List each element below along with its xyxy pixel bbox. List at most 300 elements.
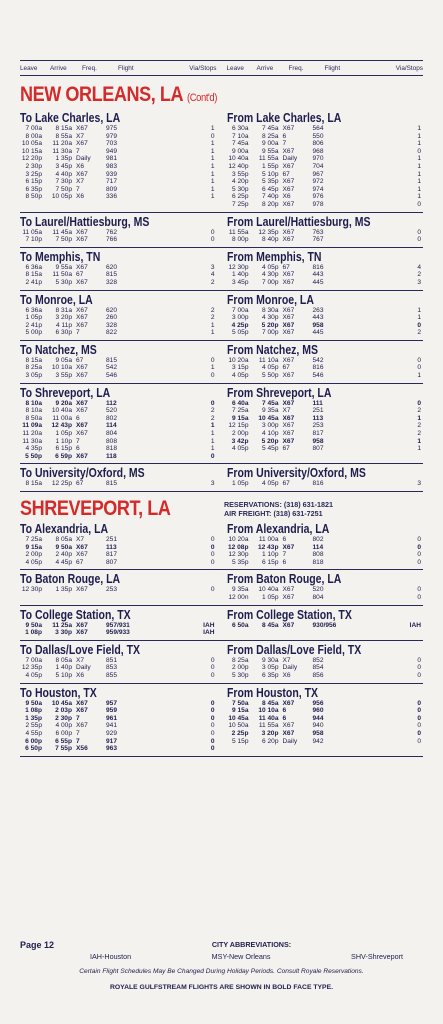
from-destination: From Alexandria, LA [226,522,329,536]
route-section [20,341,423,384]
via-stops: 1 [417,193,421,201]
arrive-time: 10 40a [258,586,279,594]
frequency: X67 [76,422,88,430]
flight-number: 817 [106,551,118,559]
via-stops: 0 [417,729,421,737]
via-stops: 0 [417,543,421,551]
to-column [20,643,217,680]
via-stops: 0 [417,664,421,672]
flight-number: 968 [312,147,324,155]
arrive-time: 7 45a [261,125,279,132]
abbreviations-title: CITY ABBREVIATIONS: [211,940,292,949]
to-column [20,522,217,566]
arrive-time: 12 35p [258,228,279,236]
leave-time: 7 25p [231,200,249,208]
continued-label: (Cont'd) [187,92,217,104]
from-destination: From University/Oxford, MS [226,466,366,481]
flight-number: 113 [312,414,324,422]
via-stops: 1 [210,162,215,170]
leave-time: 5 05p [231,329,249,337]
arrive-time: 6 59p [55,452,72,460]
header-via: Via/Stops [189,65,217,72]
frequency: X67 [76,170,88,178]
arrive-time: 11 40a [258,714,279,722]
leave-time: 10 15a [21,147,42,155]
flight-number: 958 [312,437,324,445]
flight-number: 564 [312,125,324,132]
air-freight-phone: AIR FREIGHT: (318) 631-7251 [223,509,323,518]
flight-number: 806 [312,140,324,148]
flight-number: 113 [106,543,117,551]
via-stops: 2 [417,271,421,279]
flight-number: 809 [106,185,118,193]
frequency: X67 [76,452,88,460]
via-stops: 1 [417,140,421,148]
frequency: X6 [282,193,291,201]
frequency: 6 [282,558,287,566]
leave-time: 12 30p [228,263,249,271]
new-orleans-schedules [20,109,423,492]
frequency: X67 [76,125,88,132]
flight-row [20,314,217,322]
frequency: 7 [282,551,287,559]
flight-number: 808 [106,437,118,445]
flight-number: 981 [106,155,118,163]
frequency: X67 [76,551,88,559]
flight-row [227,430,424,438]
arrive-time: 5 20p [261,437,279,445]
via-stops: 0 [417,722,421,730]
flight-row [20,700,217,708]
arrive-time: 1 55p [261,162,279,170]
via-stops: 0 [417,737,421,745]
city-abbreviations [80,940,423,961]
leave-time: 7 50a [231,699,249,707]
leave-time: 2 30p [25,162,42,170]
from-destination: From Houston, TX [226,685,318,700]
flight-number: 983 [106,162,118,170]
shreveport-schedules [20,520,423,757]
arrive-time: 8 30a [261,306,279,314]
flight-number: 949 [106,147,118,155]
arrive-time: 11 25a [52,621,72,629]
from-column [227,522,424,566]
arrive-time: 4 10p [261,430,279,438]
flight-number: 807 [312,445,324,453]
leave-time: 3 25p [25,170,42,178]
via-stops: 2 [417,422,421,430]
via-stops: 0 [210,586,215,594]
flight-number: 816 [312,263,324,271]
arrive-time: 10 10a [51,364,72,372]
flight-row [227,193,424,201]
frequency: 67 [76,271,84,279]
arrive-time: 7 55p [55,745,72,753]
arrive-time: 11 50a [52,271,72,279]
flight-number: 260 [106,314,118,322]
flight-row [20,407,217,415]
via-stops: 1 [417,155,421,163]
arrive-time: 11 55a [258,155,279,163]
via-stops: 0 [417,558,421,566]
frequency: X67 [282,306,295,314]
arrive-time: 11 20a [52,140,72,148]
via-stops: 2 [210,306,215,314]
flight-number: 939 [106,170,118,178]
leave-time: 8 10a [25,399,42,407]
arrive-time: 4 00p [55,722,72,730]
via-stops: 4 [210,271,215,279]
leave-time: 2 00p [231,430,249,438]
frequency: 7 [76,437,80,445]
leave-time: 4 35p [25,445,42,453]
frequency: 7 [282,140,287,148]
flight-row [227,264,424,272]
flight-row [20,186,217,194]
flight-row [227,657,424,665]
flight-row [227,445,424,453]
flight-row [20,178,217,186]
via-stops: 1 [417,437,421,445]
flight-row [227,201,424,209]
leave-time: 12 35p [21,664,42,672]
frequency: X67 [76,263,88,271]
flight-number: 542 [312,356,324,364]
arrive-time: 6 00p [55,729,72,737]
via-stops: 1 [210,329,215,337]
frequency: X7 [76,178,85,186]
leave-time: 3 42p [231,437,249,445]
flight-row [20,236,217,244]
flight-row [227,178,424,186]
from-column [227,643,424,680]
flight-number: 856 [312,671,324,679]
flight-number: 445 [312,329,324,337]
via-stops: IAH [203,621,215,629]
via-stops: 0 [417,551,421,559]
frequency: 67 [282,364,290,372]
flight-number: 852 [312,656,324,664]
frequency: Daily [76,155,91,163]
flight-row [20,329,217,337]
flight-number: 967 [312,170,324,178]
via-stops: 1 [417,306,421,314]
flight-number: 263 [312,306,324,314]
flight-number: 520 [312,586,324,594]
arrive-time: 3 55p [55,372,72,380]
leave-time: 6 35p [25,185,42,193]
leave-time: 3 00p [231,314,249,322]
flight-row [227,480,424,488]
flight-row [227,672,424,680]
arrive-time: 9 20a [55,399,72,407]
flight-row [227,594,424,602]
frequency: X67 [282,414,295,422]
flight-row [227,229,424,237]
via-stops: 0 [417,147,421,155]
to-destination: To Laurel/Hattiesburg, MS [20,214,150,229]
frequency: X67 [76,430,88,438]
leave-time: 9 35a [231,586,249,594]
frequency: Daily [76,664,91,672]
via-stops: 1 [417,185,421,193]
via-stops: 1 [210,193,215,201]
arrive-time: 11 00a [52,414,72,422]
frequency: 6 [282,707,287,715]
route-section [20,570,423,605]
arrive-time: 1 35p [55,155,72,163]
arrive-time: 10 40a [51,407,72,415]
arrive-time: 12 43p [51,422,72,430]
leave-time: 4 05p [25,671,42,679]
leave-time: 8 25a [231,656,249,664]
leave-time: 5 00p [25,329,42,337]
via-stops: 0 [417,707,421,715]
frequency: 67 [76,480,84,488]
frequency: 7 [76,329,80,337]
leave-time: 9 15a [231,414,249,422]
flight-row [227,730,424,738]
flight-number: 546 [106,372,118,380]
via-stops: 1 [417,314,421,322]
frequency: X67 [282,543,295,551]
flight-row [20,745,217,753]
frequency: X7 [282,407,291,415]
leave-time: 12 20p [21,155,42,163]
flight-row [20,715,217,723]
frequency: X67 [76,707,88,715]
frequency: 6 [76,445,80,453]
arrive-time: 1 40p [55,664,72,672]
leave-time: 9 50a [25,621,42,629]
to-destination: To Natchez, MS [20,342,97,357]
frequency: X67 [282,586,295,594]
arrive-time: 7 50p [55,185,72,193]
leave-time: 2 55p [25,722,42,730]
arrive-time: 10 05p [51,193,72,201]
leave-time: 8 00a [25,132,42,140]
leave-time: 4 05p [231,372,249,380]
flight-row [227,407,424,415]
frequency: 7 [76,147,80,155]
via-stops: 0 [417,699,421,707]
city-name: NEW ORLEANS, LA [20,83,183,106]
leave-time: 6 36a [25,306,42,314]
leave-time: 9 15a [25,543,42,551]
flight-row [227,438,424,446]
flight-row [227,707,424,715]
arrive-time: 8 15a [55,125,72,132]
flight-number: 766 [106,236,118,244]
via-stops: 0 [210,699,215,707]
leave-time: 1 35p [25,714,42,722]
arrive-time: 1 05p [55,430,72,438]
header-arrive: Arrive [50,65,67,72]
via-stops: 1 [210,422,215,430]
frequency: X67 [282,430,295,438]
flight-number: 972 [312,178,324,186]
flight-number: 802 [106,414,118,422]
leave-time: 2 41p [25,278,42,286]
via-stops: 0 [417,200,421,208]
frequency: X67 [282,278,295,286]
arrive-time: 7 50p [55,236,72,244]
to-column [20,343,217,380]
flight-number: 853 [106,664,118,672]
via-stops: 0 [210,745,215,753]
leave-time: 6 00p [25,737,42,745]
leave-time: 11 20a [22,430,42,438]
flight-number: 620 [106,263,118,271]
route-section [20,291,423,341]
frequency: X67 [282,356,295,364]
frequency: X7 [76,132,85,140]
flight-row [20,622,217,630]
frequency: X7 [76,656,85,664]
flight-row [227,700,424,708]
shreveport-header [20,498,423,520]
frequency: X67 [282,125,295,132]
flight-number: 959 [106,707,118,715]
arrive-time: 10 45a [51,699,72,707]
via-stops: 1 [417,125,421,132]
leave-time: 4 25p [231,321,249,329]
arrive-time: 9 50a [55,543,72,551]
arrive-time: 8 40p [261,236,279,244]
via-stops: 3 [417,480,421,488]
flight-row [20,415,217,423]
flight-number: 717 [106,178,118,186]
arrive-time: 4 05p [261,480,279,488]
flight-row [227,738,424,746]
flight-row [20,133,217,141]
frequency: X67 [282,329,295,337]
flight-row [20,438,217,446]
flight-row [20,422,217,430]
leave-time: 7 00a [25,125,42,132]
via-stops: 1 [210,155,215,163]
leave-time: 12 15p [228,422,249,430]
via-stops: 0 [210,452,215,460]
arrive-time: 9 05a [55,356,72,364]
frequency: Daily [282,155,298,163]
leave-time: 7 10p [25,236,42,244]
to-destination: To Dallas/Love Field, TX [20,642,141,657]
leave-time: 9 15a [231,707,249,715]
leave-time: 2 00p [231,664,249,672]
arrive-time: 8 05a [55,656,72,664]
flight-row [227,400,424,408]
leave-time: 7 45a [231,140,249,148]
flight-number: 328 [106,321,118,329]
arrive-time: 7 30p [55,178,72,186]
via-stops: 3 [210,480,215,488]
flight-number: 941 [106,722,118,730]
via-stops: IAH [409,621,421,629]
header-leave: Leave [20,65,38,72]
flight-number: 930/956 [312,621,337,629]
to-column [20,686,217,753]
via-stops: 1 [210,430,215,438]
flight-number: 975 [106,125,118,132]
frequency: X67 [76,321,88,329]
frequency: X67 [76,228,88,236]
arrive-time: 3 20p [55,314,72,322]
flight-number: 961 [106,714,118,722]
flight-number: 443 [312,314,324,322]
flight-row [227,722,424,730]
leave-time: 6 50p [25,745,42,753]
leave-time: 3 15p [231,364,249,372]
flight-number: 328 [106,278,118,286]
flight-row [227,586,424,594]
arrive-time: 5 35p [261,178,279,186]
flight-row [20,544,217,552]
leave-time: 10 20a [228,356,249,364]
arrive-time: 2 40p [55,551,72,559]
flight-row [227,357,424,365]
via-stops: 0 [210,356,215,364]
arrive-time: 9 35a [261,407,279,415]
frequency: X67 [282,147,295,155]
arrive-time: 3 30p [55,629,72,637]
frequency: X67 [282,372,295,380]
arrive-time: 2 30p [55,714,72,722]
leave-time: 6 36a [25,263,42,271]
via-stops: 2 [210,407,215,415]
leave-time: 6 25p [231,193,249,201]
via-stops: 0 [417,586,421,594]
frequency: X67 [282,236,295,244]
flight-row [20,430,217,438]
leave-time: 3 05p [25,372,42,380]
flight-number: 854 [312,664,324,672]
via-stops: 1 [210,147,215,155]
to-destination: To Lake Charles, LA [20,111,121,125]
frequency: 7 [76,185,80,193]
via-stops: 0 [210,543,215,551]
column-header-right [227,65,424,72]
route-section [20,464,423,492]
frequency: X7 [76,536,85,543]
flight-row [227,279,424,287]
flight-row [20,171,217,179]
via-stops: 0 [210,536,215,543]
from-column [227,111,424,209]
arrive-time: 9 55a [261,147,279,155]
frequency: X67 [76,314,88,322]
flight-number: 855 [106,671,118,679]
leave-time: 4 55p [25,729,42,737]
leave-time: 8 15a [25,356,42,364]
from-destination: From College Station, TX [226,607,352,622]
leave-time: 1 08p [25,707,42,715]
flight-row [20,722,217,730]
frequency: 67 [76,356,84,364]
flight-row [20,125,217,133]
flight-row [227,622,424,630]
frequency: X67 [76,629,88,637]
flight-number: 978 [312,200,324,208]
city-title: SHREVEPORT, LA [20,497,171,520]
arrive-time: 11 45a [52,228,72,236]
via-stops: 0 [210,729,215,737]
leave-time: 8 50a [25,414,42,422]
leave-time: 6 40a [231,399,249,407]
page-number: Page 12 [20,940,55,950]
flight-number: 804 [106,430,118,438]
via-stops: 1 [417,132,421,140]
